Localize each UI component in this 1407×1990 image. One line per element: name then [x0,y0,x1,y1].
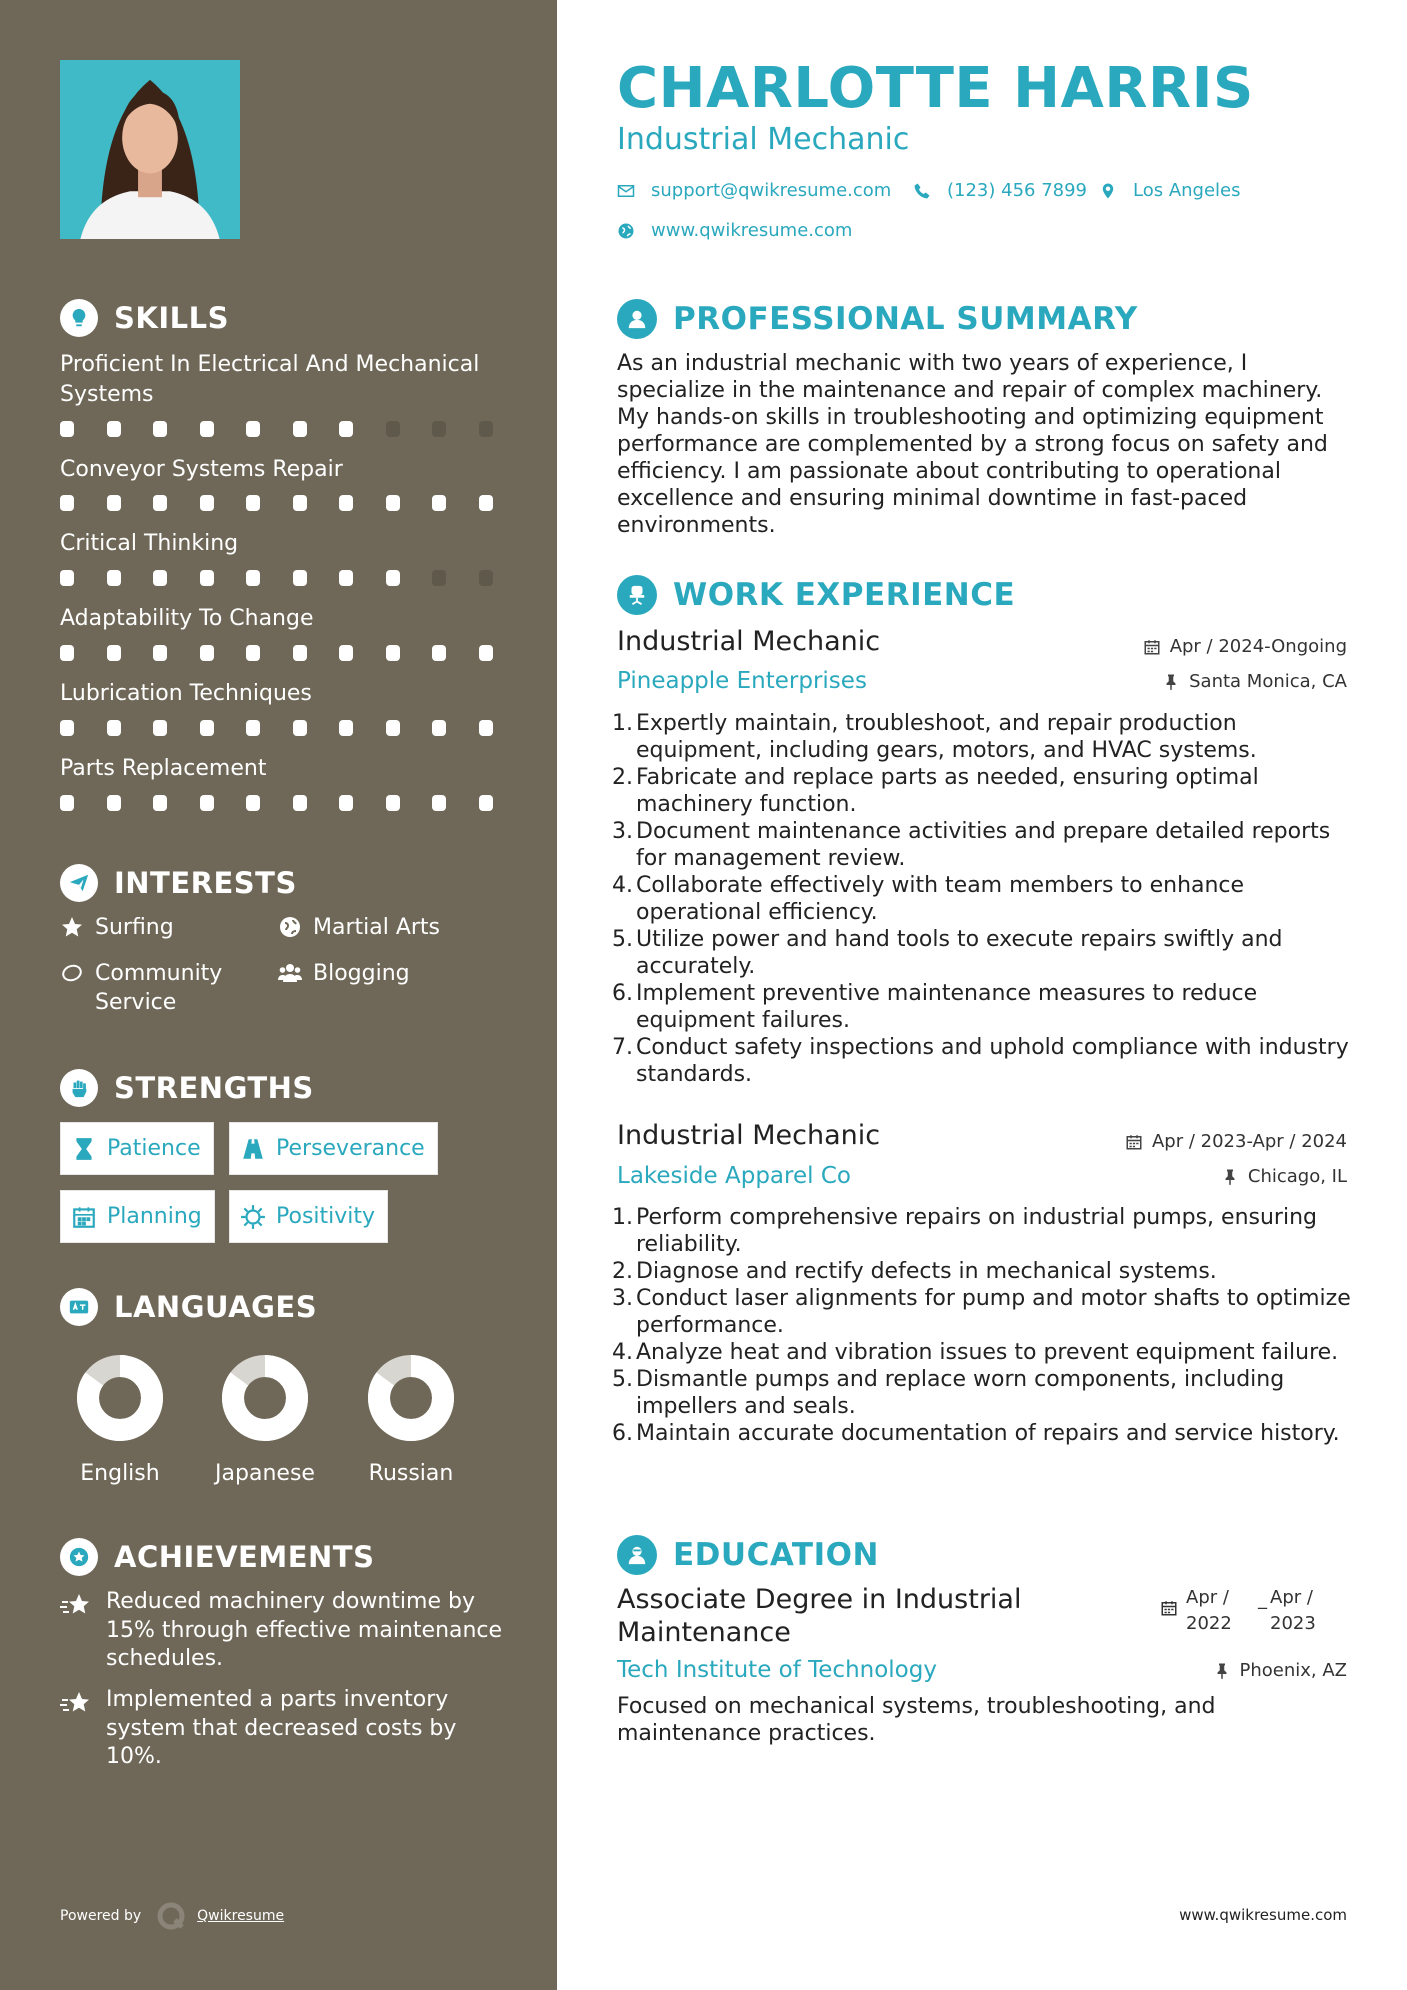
skill-dot-empty [386,421,400,437]
phone-icon [913,182,931,200]
skill-dot-filled [479,495,493,511]
duty-item: 1. Expertly maintain, troubleshoot, and repair production equipment, including gears, motors, and HVAC systems. [612,711,1257,763]
skill-dot-filled [386,720,400,736]
interest-item [60,913,174,942]
interest-item [278,959,410,988]
skill-dot-filled [339,645,353,661]
education-location-text: Phoenix, AZ [1239,1660,1347,1681]
skill-dot-filled [107,720,121,736]
skill-dot-filled [293,645,307,661]
powered-by [60,1900,284,1932]
skill-dot-filled [153,645,167,661]
location-text: Los Angeles [1133,180,1241,201]
skill-dot-filled [107,421,121,437]
skill-dot-filled [432,645,446,661]
interest-item [60,959,260,1017]
shooting-star-icon [60,1590,92,1622]
interests-heading-label: INTERESTS [114,866,297,900]
pushpin-icon [1213,1662,1231,1680]
skill-dot-filled [386,495,400,511]
skill-dot-filled [293,795,307,811]
job-location [1162,671,1347,692]
skill-dot-empty [432,421,446,437]
powered-by-label: Powered by [60,1908,142,1924]
skill-dot-filled [60,795,74,811]
duty-item: 3. Conduct laser alignments for pump and motor shafts to optimize performance. [612,1286,1351,1338]
achievement-item [60,1686,510,1772]
skill-dot-filled [153,495,167,511]
footer-url[interactable]: www.qwikresume.com [1179,1906,1347,1924]
skill-dot-filled [339,570,353,586]
skill-rating [60,495,525,511]
skill-dot-filled [200,570,214,586]
lemon-icon [60,961,84,985]
profile-photo-image [60,60,240,239]
language-name: Japanese [215,1461,315,1486]
skill-dot-filled [479,795,493,811]
strength-label: Perseverance [276,1136,425,1161]
skill-dot-filled [153,421,167,437]
skill-dot-filled [60,720,74,736]
skill-dot-filled [200,645,214,661]
duty-item: 2. Fabricate and replace parts as needed, ensuring optimal machinery function. [612,765,1259,817]
job-dates [1125,1131,1347,1152]
skill-dot-filled [200,421,214,437]
job-location-text: Chicago, IL [1247,1166,1347,1187]
skill-dot-filled [246,795,260,811]
duty-item: 5. Utilize power and hand tools to execute repairs swiftly and accurately. [612,927,1283,979]
skill-dot-filled [200,495,214,511]
skill-dot-filled [339,720,353,736]
shooting-star-icon [60,1688,92,1720]
duty-item: 5. Dismantle pumps and replace worn components, including impellers and seals. [612,1367,1285,1419]
skill-dot-filled [339,495,353,511]
fist-icon [60,1069,98,1107]
education-date-separator: _ [1258,1589,1267,1610]
candidate-name: CHARLOTTE HARRIS [617,56,1254,121]
duty-item: 2. Diagnose and rectify defects in mechanical systems. [612,1259,1217,1284]
skill-dot-filled [293,421,307,437]
profile-photo [60,60,240,239]
strength-label: Planning [107,1204,202,1229]
skill-dot-filled [386,645,400,661]
skill-dot-filled [246,421,260,437]
languages-heading [60,1288,317,1326]
language-item [351,1353,471,1486]
summary-text: As an industrial mechanic with two years of experience, I specialize in the maintenance and repair of complex machinery. My hands-on skills in troubleshooting and optimizing equipment performance are complemented by a strong focus on safety and efficiency. I am passionate about contributing to operational excellence and ensuring minimal downtime in fast-paced environments. [617,351,1328,538]
job-duties [612,1204,1352,1447]
language-name: Russian [368,1461,454,1486]
job-title: Industrial Mechanic [617,626,881,657]
calendar-icon [1125,1133,1143,1151]
skill-name: Adaptability To Change [60,606,314,631]
skill-dot-filled [60,421,74,437]
calendar-icon [1160,1599,1178,1617]
skill-rating [60,795,525,811]
skill-dot-filled [246,570,260,586]
globe-icon [617,222,635,240]
education-heading [617,1535,879,1575]
language-item [60,1353,180,1486]
skill-dot-filled [479,645,493,661]
calendar-icon [71,1204,97,1230]
duty-item: 4. Collaborate effectively with team members to enhance operational efficiency. [612,873,1245,925]
achievement-text: Reduced machinery downtime by 15% through effective maintenance schedules. [106,1589,503,1671]
strengths-heading-label: STRENGTHS [114,1071,314,1105]
experience-heading [617,575,1015,615]
skill-name: Critical Thinking [60,531,239,556]
strength-badge [60,1122,214,1175]
education-end: Apr / 2023 [1270,1587,1316,1634]
skill-dot-filled [293,495,307,511]
language-card-icon [60,1288,98,1326]
job-location-text: Santa Monica, CA [1189,671,1347,692]
skill-dot-empty [479,570,493,586]
summary-heading [617,299,1138,339]
pushpin-icon [1221,1168,1239,1186]
paper-plane-icon [60,864,98,902]
company-name: Lakeside Apparel Co [617,1163,851,1189]
skill-dot-filled [246,720,260,736]
skill-dot-filled [386,795,400,811]
award-star-icon [60,1538,98,1576]
skill-dot-filled [246,645,260,661]
job-duties [612,710,1352,1088]
hourglass-icon [71,1136,97,1162]
skill-rating [60,645,525,661]
skills-heading [60,299,229,337]
graduate-icon [617,1535,657,1575]
skill-rating [60,570,525,586]
language-item [205,1353,325,1486]
skill-dot-filled [107,570,121,586]
contact-location [1099,180,1241,201]
skill-dot-filled [432,495,446,511]
strength-badge [229,1190,388,1243]
strengths-heading [60,1069,314,1107]
education-dates [1160,1585,1330,1637]
interest-label: Surfing [95,915,174,940]
candidate-title: Industrial Mechanic [617,122,910,157]
achievements-heading [60,1538,374,1576]
envelope-icon [617,182,635,200]
summary-heading-label: PROFESSIONAL SUMMARY [673,301,1138,337]
company-name: Pineapple Enterprises [617,668,867,694]
language-donut [220,1353,310,1443]
skill-dot-filled [153,570,167,586]
qwikresume-link[interactable]: Qwikresume [197,1908,285,1924]
skills-heading-label: SKILLS [114,301,229,335]
skill-dot-filled [60,495,74,511]
skill-dot-filled [339,421,353,437]
job-dates-text: Apr / 2023-Apr / 2024 [1151,1131,1347,1152]
strength-badge [229,1122,438,1175]
contact-email[interactable] [617,180,891,201]
education-heading-label: EDUCATION [673,1537,879,1573]
skill-name: Proficient In Electrical And Mechanical Systems [60,352,480,407]
skill-name: Lubrication Techniques [60,681,312,706]
skill-dot-filled [60,645,74,661]
globe-icon [278,915,302,939]
skill-dot-filled [153,720,167,736]
duty-item: 4. Analyze heat and vibration issues to prevent equipment failure. [612,1340,1339,1365]
duty-item: 6. Implement preventive maintenance measures to reduce equipment failures. [612,981,1258,1033]
job-dates-text: Apr / 2024-Ongoing [1169,636,1347,657]
achievement-text: Implemented a parts inventory system that decreased costs by 10%. [106,1687,457,1769]
users-icon [278,961,302,985]
duty-item: 7. Conduct safety inspections and uphold compliance with industry standards. [612,1035,1349,1087]
skill-name: Parts Replacement [60,756,267,781]
strength-label: Patience [107,1136,201,1161]
skill-dot-filled [386,570,400,586]
language-donut [75,1353,165,1443]
calendar-icon [1143,638,1161,656]
skill-dot-filled [293,570,307,586]
language-name: English [80,1461,160,1486]
job-location [1221,1166,1347,1187]
job-dates [1143,636,1347,657]
skill-rating [60,720,525,736]
skill-dot-filled [200,795,214,811]
skill-dot-filled [200,720,214,736]
skill-dot-filled [293,720,307,736]
star-icon [60,915,84,939]
interest-label: Martial Arts [313,915,441,940]
skill-dot-filled [246,495,260,511]
interest-label: Blogging [313,961,410,986]
pushpin-icon [1162,673,1180,691]
map-pin-icon [1099,182,1117,200]
website-text: www.qwikresume.com [651,220,853,241]
skill-dot-empty [479,421,493,437]
education-degree: Associate Degree in Industrial Maintenance [617,1584,1022,1648]
sun-icon [240,1204,266,1230]
strength-label: Positivity [276,1204,376,1229]
education-school: Tech Institute of Technology [617,1657,937,1683]
education-start: Apr / 2022 [1186,1587,1232,1634]
qwikresume-logo-icon [155,1900,187,1932]
interests-heading [60,864,297,902]
duty-item: 1. Perform comprehensive repairs on industrial pumps, ensuring reliability. [612,1205,1317,1257]
lightbulb-icon [60,299,98,337]
job-title: Industrial Mechanic [617,1120,881,1151]
skill-rating [60,421,525,437]
education-description: Focused on mechanical systems, troubleshooting, and maintenance practices. [617,1694,1216,1746]
language-donut [366,1353,456,1443]
skill-dot-filled [107,495,121,511]
skill-dot-filled [479,720,493,736]
office-chair-icon [617,575,657,615]
education-location [1213,1660,1348,1681]
experience-heading-label: WORK EXPERIENCE [673,577,1016,613]
interest-item [278,913,440,942]
email-text: support@qwikresume.com [651,180,892,201]
interest-label: Community Service [95,961,223,1015]
phone-text: (123) 456 7899 [947,180,1088,201]
skill-name: Conveyor Systems Repair [60,457,343,482]
skill-dot-filled [107,795,121,811]
skill-dot-filled [432,720,446,736]
duty-item: 3. Document maintenance activities and prepare detailed reports for management review. [612,819,1331,871]
achievement-item [60,1588,510,1674]
skill-dot-filled [107,645,121,661]
road-icon [240,1136,266,1162]
strength-badge [60,1190,215,1243]
contact-website[interactable] [617,220,852,241]
contact-phone[interactable] [913,180,1087,201]
user-icon [617,299,657,339]
skill-dot-filled [60,570,74,586]
skill-dot-filled [432,795,446,811]
duty-item: 6. Maintain accurate documentation of repairs and service history. [612,1421,1340,1446]
sidebar [0,0,557,1990]
languages-heading-label: LANGUAGES [114,1290,318,1324]
skill-dot-filled [339,795,353,811]
achievements-heading-label: ACHIEVEMENTS [114,1540,375,1574]
skill-dot-filled [153,795,167,811]
skill-dot-empty [432,570,446,586]
